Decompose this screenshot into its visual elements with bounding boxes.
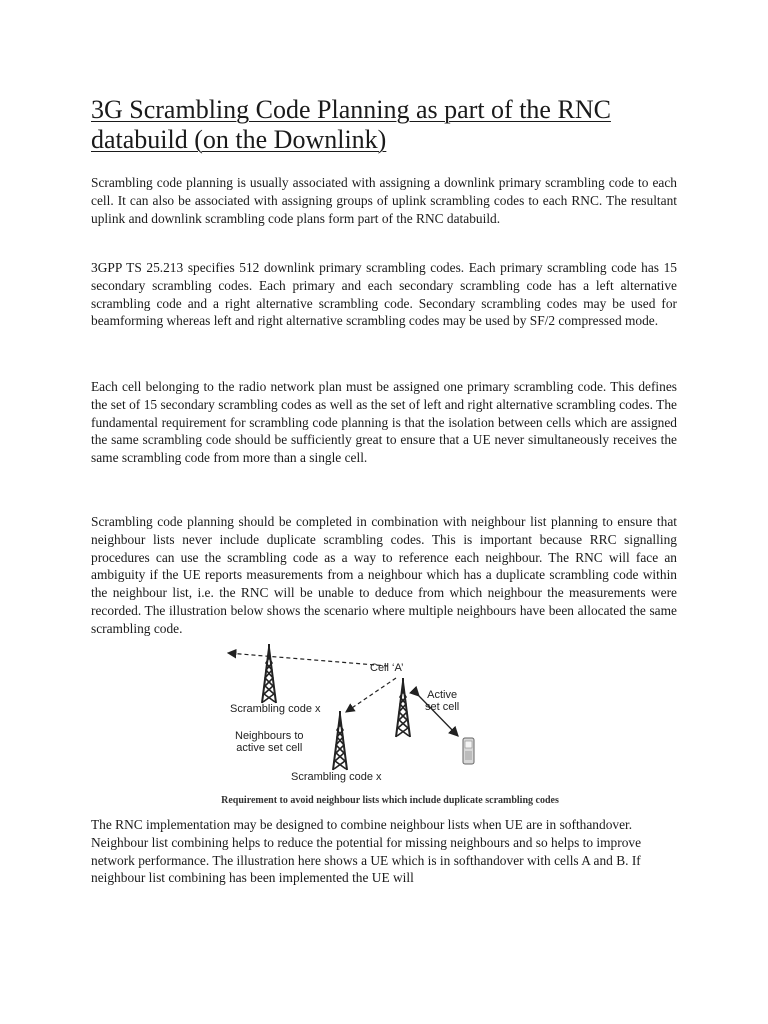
tower-icon (396, 678, 410, 737)
neighbours-label: Neighbours to active set cell (235, 730, 304, 754)
scrambling-code-left-label: Scrambling code x (230, 703, 321, 715)
paragraph-2: 3GPP TS 25.213 specifies 512 downlink primary scrambling codes. Each primary scrambling code has 15 secondary scrambling codes. Each primary and each secondary scrambling code has a left alternative scrambling code and a right alternative scrambling code. Secondary scrambling codes may be used for beamforming whereas left and right alternative scrambling codes may be used by SF/2 compressed mode. (91, 260, 677, 329)
arrow-icon (346, 678, 396, 712)
tower-icon (262, 644, 276, 703)
scrambling-code-bottom-label: Scrambling code x (291, 771, 382, 783)
active-set-label: Active set cell (425, 689, 460, 713)
page-title: 3G Scrambling Code Planning as part of the RNC databuild (on the Downlink) (91, 95, 611, 154)
paragraph-4: Scrambling code planning should be completed in combination with neighbour list planning to ensure that neighbour lists never include duplicate scrambling codes. This is important because RRC signalling procedures can use the scrambling code as a way to reference each neighbour. The RNC will face an ambiguity if the UE reports measurements from a neighbour which has a duplicate scrambling code within the neighbour list, i.e. the RNC will be unable to deduce from which neighbour the measurements were recorded. The illustration below shows the scenario where multiple neighbours have been allocated the same scrambling code. (91, 514, 677, 636)
paragraph-3: Each cell belonging to the radio network plan must be assigned one primary scrambling code. This defines the set of 15 secondary scrambling codes as well as the set of left and right alternative scrambling codes. The fundamental requirement for scrambling code planning is that the isolation between cells which are assigned the same scrambling code should be sufficiently great to ensure that a UE never simultaneously receives the same scrambling code from more than a single cell. (91, 379, 677, 466)
paragraph-1: Scrambling code planning is usually associated with assigning a downlink primary scrambling code to each cell. It can also be associated with assigning groups of uplink scrambling codes to each RNC. The resultant uplink and downlink scrambling code plans form part of the RNC databuild. (91, 175, 677, 226)
paragraph-5: The RNC implementation may be designed to combine neighbour lists when UE are in softhandover. Neighbour list combining helps to reduce the potential for missing neighbours and so helps to improve network performance. The illustration here shows a UE which is in softhandover with cells A and B. If neighbour list combining has been implemented the UE will (91, 817, 642, 886)
arrow-icon (228, 653, 388, 666)
neighbour-scrambling-figure (200, 640, 580, 812)
cell-a-label: Cell ‘A’ (370, 662, 404, 674)
tower-icon (333, 711, 347, 770)
phone-icon (463, 738, 474, 764)
figure-caption: Requirement to avoid neighbour lists which include duplicate scrambling codes (221, 795, 559, 806)
